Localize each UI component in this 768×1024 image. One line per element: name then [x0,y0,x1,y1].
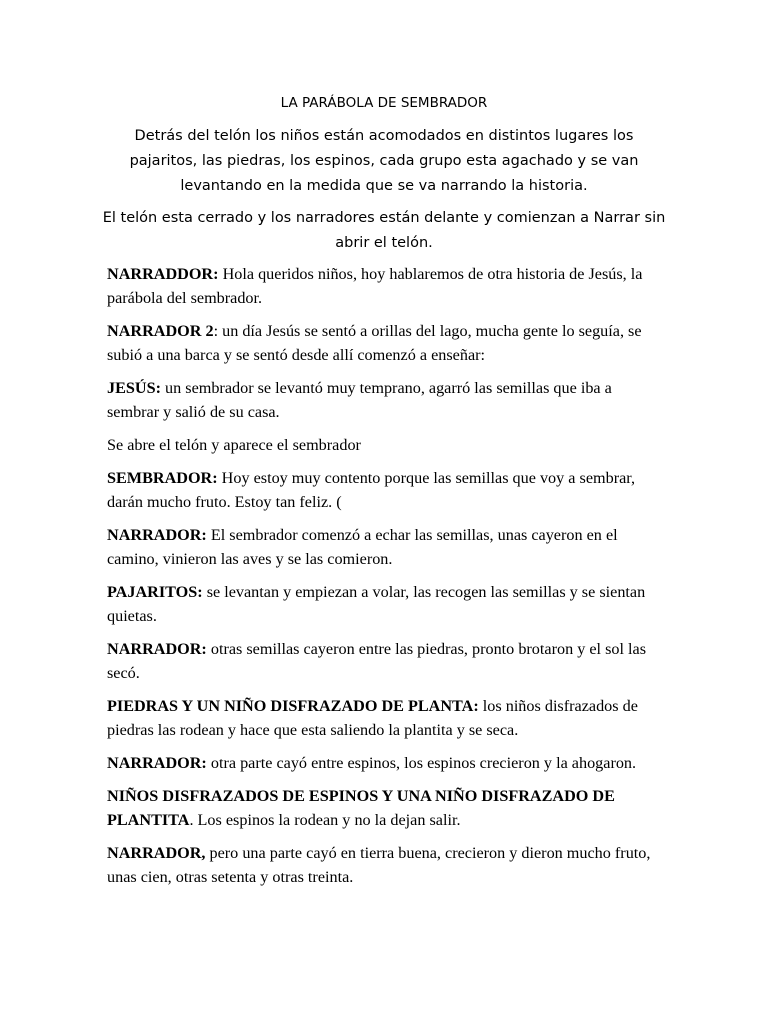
speaker-label: PIEDRAS Y UN NIÑO DISFRAZADO DE PLANTA: [107,697,479,715]
dialogue-text: un sembrador se levantó muy temprano, agarró las semillas que iba a sembrar y salió de su casa. [107,379,612,421]
stage-direction-curtain: El telón esta cerrado y los narradores están delante y comienzan a Narrar sin abrir el telón. [102,210,666,251]
speaker-label: JESÚS: [107,379,161,397]
dialogue-text: Hola queridos niños, hoy hablaremos de otra historia de Jesús, la parábola del sembrador. [107,265,643,307]
speaker-label: NIÑOS DISFRAZADOS DE ESPINOS Y UNA NIÑO DISFRAZADO DE PLANTITA [107,787,615,829]
dialogue-text: Se abre el telón y aparece el sembrador [107,436,361,454]
dialogue-line [107,466,667,514]
stage-direction-line [107,433,667,457]
dialogue-text: los niños disfrazados de piedras las rodean y hace que esta saliendo la plantita y se seca. [107,697,638,739]
dialogue-line [107,376,667,424]
dialogue-text: : un día Jesús se sentó a orillas del lago, mucha gente lo seguía, se subió a una barca y se sentó desde allí comenzó a enseñar: [107,322,642,364]
page-title: LA PARÁBOLA DE SEMBRADOR [280,95,488,111]
dialogue-line [107,262,667,310]
speaker-label: SEMBRADOR: [107,469,218,487]
speaker-label: NARRADOR: [107,526,207,544]
speaker-label: NARRADOR 2 [107,322,214,340]
speaker-label: NARRADOR: [107,754,207,772]
dialogue-text: . Los espinos la rodean y no la dejan salir. [189,811,461,829]
dialogue-text: pero una parte cayó en tierra buena, crecieron y dieron mucho fruto, unas cien, otras setenta y otras treinta. [107,844,651,886]
speaker-label: PAJARITOS: [107,583,203,601]
dialogue-text: otra parte cayó entre espinos, los espinos crecieron y la ahogaron. [206,754,637,772]
dialogue-line [107,784,667,832]
dialogue-line [107,751,667,775]
speaker-label: NARRADOR: [107,640,207,658]
dialogue-line [107,637,667,685]
speaker-label: NARRADDOR: [107,265,219,283]
dialogue-text: otras semillas cayeron entre las piedras, pronto brotaron y el sol las secó. [107,640,646,682]
dialogue-line [107,580,667,628]
dialogue-line [107,694,667,742]
dialogue-text: El sembrador comenzó a echar las semillas, unas cayeron en el camino, vinieron las aves y se las comieron. [107,526,618,568]
stage-direction-intro: Detrás del telón los niños están acomodados en distintos lugares los pajaritos, las piedras, los espinos, cada grupo esta agachado y se van levantando en la medida que se va narrando la historia. [129,128,639,194]
dialogue-line [107,523,667,571]
dialogue-line [107,319,667,367]
dialogue-text: Hoy estoy muy contento porque las semillas que voy a sembrar, darán mucho fruto. Estoy tan feliz. ( [107,469,636,511]
dialogue-text: se levantan y empiezan a volar, las recogen las semillas y se sientan quietas. [107,583,646,625]
speaker-label: NARRADOR, [107,844,206,862]
dialogue-section [107,262,667,898]
dialogue-line [107,841,667,889]
